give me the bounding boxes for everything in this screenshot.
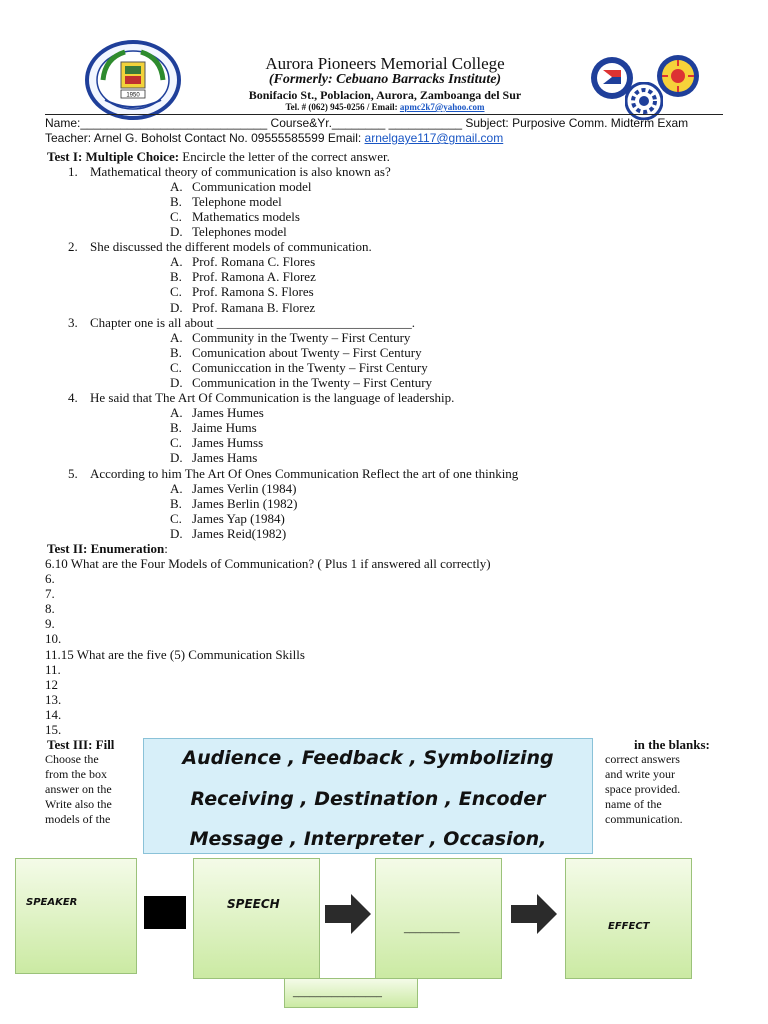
q1-option-a-letter: A. [170,179,183,194]
question-4-text: He said that The Art Of Communication is the language of leadership. [90,390,455,405]
test3-left-line-5: models of the [45,812,111,826]
word-choices-box [143,738,593,854]
test3-right-line-5: communication. [605,812,683,826]
enumeration-line-7: 11.15 What are the five (5) Communication Skills [45,647,305,662]
black-square-connector [144,896,186,929]
arrow-right-icon [511,894,557,934]
q1-option-b-letter: B. [170,194,182,209]
speaker-node [15,858,137,974]
contact-prefix: Tel. # (062) 945-0256 / Email: [285,102,400,112]
college-former-name: (Formerly: Cebuano Barracks Institute) [268,72,502,87]
q2-option-a-letter: A. [170,254,183,269]
word-choices-line-1: Audience , Feedback , Symbolizing [182,747,554,769]
speech-node [193,858,320,979]
q1-option-b[interactable]: Telephone model [192,194,282,209]
q4-option-b-letter: B. [170,420,182,435]
effect-node [565,858,692,979]
q3-option-d[interactable]: Communication in the Twenty – First Century [192,375,433,390]
q3-option-a-letter: A. [170,330,183,345]
question-5-text: According to him The Art Of Ones Communication Reflect the art of one thinking [90,466,519,481]
test3-left-column [45,752,133,827]
test3-title: Test III: Fill [47,737,115,752]
question-1-text: Mathematical theory of communication is also known as? [90,164,391,179]
college-logo [85,40,181,120]
q1-option-d-letter: D. [170,224,183,239]
q5-option-a[interactable]: James Verlin (1984) [192,481,297,496]
q5-option-b[interactable]: James Berlin (1982) [192,496,298,511]
q4-option-a-letter: A. [170,405,183,420]
enumeration-line-5[interactable]: 9. [45,616,55,631]
q2-option-c-letter: C. [170,284,182,299]
speaker-label: SPEAKER [26,897,78,908]
enumeration-line-10[interactable]: 13. [45,692,62,707]
test3-left-line-4: Write also the [45,797,112,811]
question-3-text: Chapter one is all about ______________________________. [90,315,415,330]
test3-left-line-2: from the box [45,767,107,781]
word-choices-line-2: Receiving , Destination , Encoder [190,788,546,810]
test2-heading [47,541,168,557]
test3-right-line-3: space provided. [605,782,681,796]
test2-title: Test II: Enumeration [47,541,165,556]
q3-option-d-letter: D. [170,375,183,390]
enumeration-line-2[interactable]: 6. [45,571,55,586]
q1-option-c[interactable]: Mathematics models [192,209,300,224]
enumeration-line-12[interactable]: 15. [45,722,62,737]
question-2-number: 2. [68,239,78,254]
q2-option-c[interactable]: Prof. Ramona S. Flores [192,284,314,299]
enumeration-line-6[interactable]: 10. [45,631,62,646]
blank-node [375,858,502,979]
q2-option-a[interactable]: Prof. Romana C. Flores [192,254,316,269]
enumeration-line-11[interactable]: 14. [45,707,62,722]
speech-label: SPEECH [227,897,280,911]
q3-option-c-letter: C. [170,360,182,375]
question-4-number: 4. [68,390,78,405]
q5-option-c-letter: C. [170,511,182,526]
question-1-number: 1. [68,164,78,179]
test1-heading [47,149,390,165]
arrow-right-icon [325,894,371,934]
q4-option-c-letter: C. [170,435,182,450]
q4-option-d-letter: D. [170,450,183,465]
q5-option-a-letter: A. [170,481,183,496]
question-5-number: 5. [68,466,78,481]
q5-option-b-letter: B. [170,496,182,511]
q5-option-c[interactable]: James Yap (1984) [192,511,285,526]
q4-option-d[interactable]: James Hams [192,450,258,465]
q2-option-b[interactable]: Prof. Ramona A. Florez [192,269,316,284]
q2-option-d[interactable]: Prof. Ramana B. Florez [192,300,316,315]
q2-option-d-letter: D. [170,300,183,315]
test2-colon: : [164,541,168,556]
q5-option-d-letter: D. [170,526,183,541]
q1-option-d[interactable]: Telephones model [192,224,287,239]
teacher-email-link[interactable]: arnelgaye117@gmail.com [364,131,504,145]
test3-right-line-2: and write your [605,767,675,781]
college-address: Bonifacio St., Poblacion, Aurora, Zamboanga del Sur [248,88,522,102]
q3-option-b-letter: B. [170,345,182,360]
bottom-blank-node [284,978,418,1008]
college-email-link[interactable]: apmc2k7@yahoo.com [399,102,485,112]
test3-right-heading: in the blanks: [634,737,710,752]
q3-option-b[interactable]: Comunication about Twenty – First Century [192,345,422,360]
bottom-blank-answer-line[interactable]: ________________ [293,987,382,998]
student-info-line: Name:____________________________ Course&Yr.________ ___________ Subject: Purposive Comm. Midterm Exam [45,116,689,130]
q4-option-b[interactable]: Jaime Hums [192,420,257,435]
header-divider [45,114,723,115]
q1-option-a[interactable]: Communication model [192,179,312,194]
enumeration-line-3[interactable]: 7. [45,586,55,601]
test3-right-line-1: correct answers [605,752,680,766]
q1-option-c-letter: C. [170,209,182,224]
test3-left-line-1: Choose the [45,752,99,766]
enumeration-line-1: 6.10 What are the Four Models of Communication? ( Plus 1 if answered all correctly) [45,556,491,571]
test1-title: Test I: Multiple Choice: [47,149,180,164]
teacher-info-line [45,131,503,145]
test3-right-line-4: name of the [605,797,662,811]
test1-instruction: Encircle the letter of the correct answer. [179,149,390,164]
q2-option-b-letter: B. [170,269,182,284]
enumeration-line-4[interactable]: 8. [45,601,55,616]
effect-label: EFFECT [608,921,650,932]
test3-left-line-3: answer on the [45,782,112,796]
enumeration-line-8[interactable]: 11. [45,662,61,677]
question-2-text: She discussed the different models of communication. [90,239,372,254]
test3-right-column [605,752,723,827]
college-name: Aurora Pioneers Memorial College [265,54,505,73]
q3-option-a[interactable]: Community in the Twenty – First Century [192,330,411,345]
teacher-info-text: Teacher: Arnel G. Boholst Contact No. 09555585599 Email: [45,131,365,145]
word-choices-line-3: Message , Interpreter , Occasion, [189,828,547,850]
q4-option-c[interactable]: James Humss [192,435,264,450]
q4-option-a[interactable]: James Humes [192,405,264,420]
enumeration-line-9[interactable]: 12 [45,677,58,692]
q5-option-d[interactable]: James Reid(1982) [192,526,287,541]
logo-year: 1950 [126,92,140,99]
blank-node-answer-line[interactable]: __________ [404,923,460,934]
q3-option-c[interactable]: Comuniccation in the Twenty – First Century [192,360,428,375]
college-contact [200,102,570,112]
question-3-number: 3. [68,315,78,330]
